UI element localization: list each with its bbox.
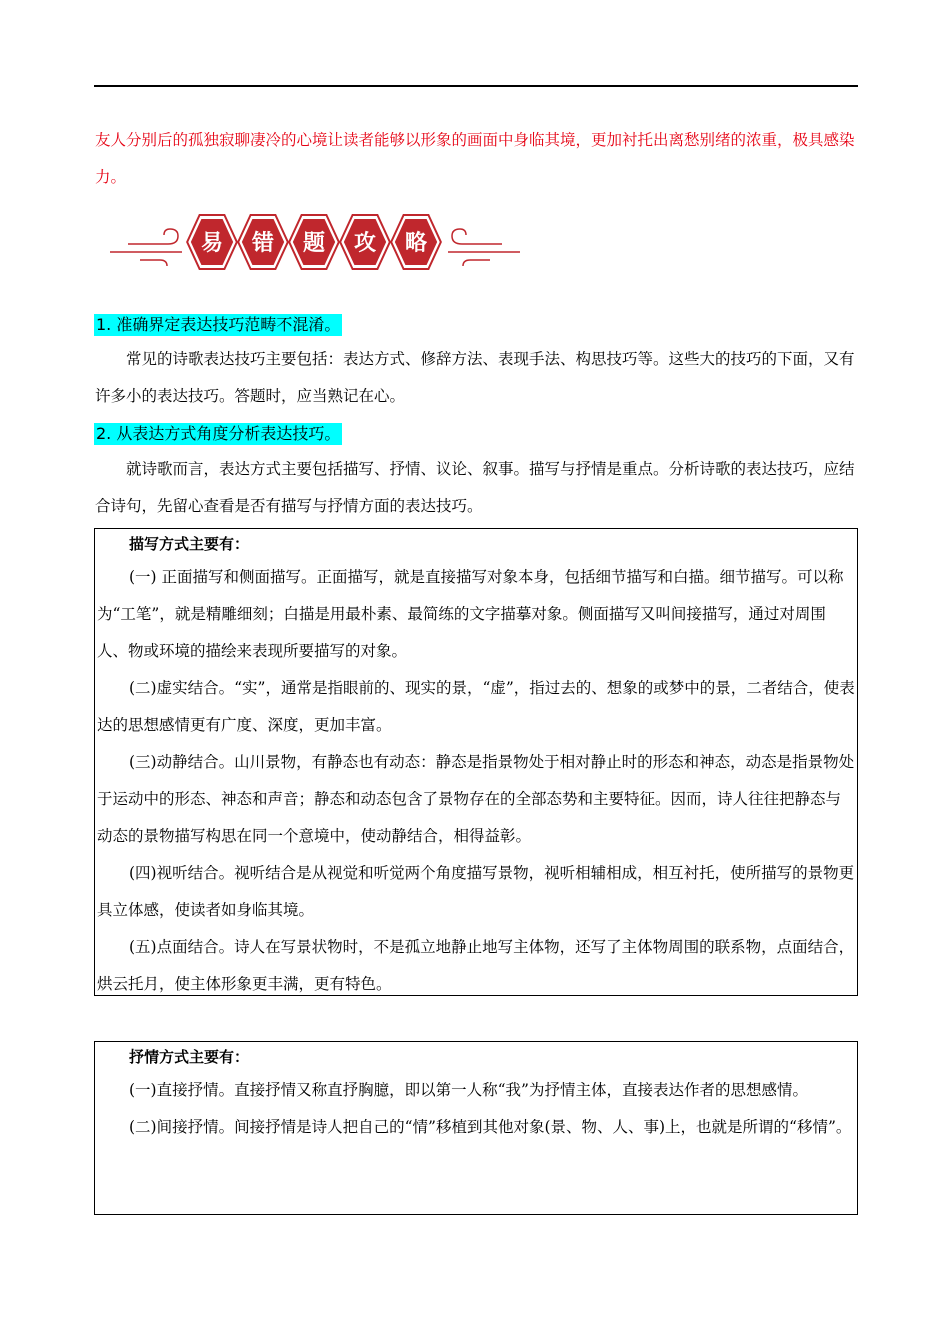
error-prone-banner	[110, 212, 520, 276]
description-item: (三)动静结合。山川景物，有静态也有动态：静态是指景物处于相对静止时的形态和神态，动态是指景物处于运动中的形态、神态和声音；静态和动态包含了景物存在的全部态势和主要特征。因而，诗人往往把静态与动态的景物描写构思在同一个意境中，使动静结合，相得益彰。	[97, 753, 855, 845]
banner-char: 题	[302, 231, 326, 256]
section1-heading: 1. 准确界定表达技巧范畴不混淆。	[96, 315, 341, 334]
banner-char: 略	[404, 231, 428, 256]
description-item: (五)点面结合。诗人在写景状物时，不是孤立地静止地写主体物，还写了主体物周围的联系物，点面结合，烘云托月，使主体形象更丰满，更有特色。	[97, 938, 855, 993]
header-rule	[94, 85, 858, 87]
banner-char: 错	[251, 231, 275, 256]
lyric-box-title: 抒情方式主要有：	[129, 1048, 250, 1066]
section2-paragraph: 就诗歌而言，表达方式主要包括描写、抒情、议论、叙事。描写与抒情是重点。分析诗歌的表达技巧，应结合诗句，先留心查看是否有描写与抒情方面的表达技巧。	[95, 460, 855, 515]
left-cloud-ornament	[110, 229, 182, 266]
description-item: (二)虚实结合。“实”，通常是指眼前的、现实的景，“虚”，指过去的、想象的或梦中的景，二者结合，使表达的思想感情更有广度、深度，更加丰富。	[97, 679, 855, 734]
right-cloud-ornament	[448, 229, 520, 266]
description-box-title: 描写方式主要有：	[129, 535, 250, 553]
banner-char: 攻	[353, 231, 377, 256]
lyric-methods-box	[94, 1041, 858, 1215]
description-methods-box	[94, 528, 858, 996]
hexagon-group	[187, 215, 441, 269]
description-item: (一) 正面描写和侧面描写。正面描写，就是直接描写对象本身，包括细节描写和白描。细节描写。可以称为“工笔”，就是精雕细刻；白描是用最朴素、最简练的文字描摹对象。侧面描写又叫间接描写，通过对周围人、物或环境的描绘来表现所要描写的对象。	[97, 568, 844, 660]
banner-char: 易	[200, 231, 224, 256]
intro-paragraph: 友人分别后的孤独寂聊凄冷的心境让读者能够以形象的画面中身临其境，更加衬托出离愁别绪的浓重，极具感染力。	[95, 131, 855, 186]
lyric-item: (二)间接抒情。间接抒情是诗人把自己的“情”移植到其他对象(景、物、人、事)上，也就是所谓的“移情”。	[129, 1118, 852, 1136]
section1-paragraph: 常见的诗歌表达技巧主要包括：表达方式、修辞方法、表现手法、构思技巧等。这些大的技巧的下面，又有许多小的表达技巧。答题时，应当熟记在心。	[95, 350, 855, 405]
lyric-item: (一)直接抒情。直接抒情又称直抒胸臆，即以第一人称“我”为抒情主体，直接表达作者的思想感情。	[129, 1081, 808, 1099]
description-item: (四)视听结合。视听结合是从视觉和听觉两个角度描写景物，视听相辅相成，相互衬托，使所描写的景物更具立体感，使读者如身临其境。	[97, 864, 855, 919]
section2-heading: 2. 从表达方式角度分析表达技巧。	[96, 424, 341, 443]
